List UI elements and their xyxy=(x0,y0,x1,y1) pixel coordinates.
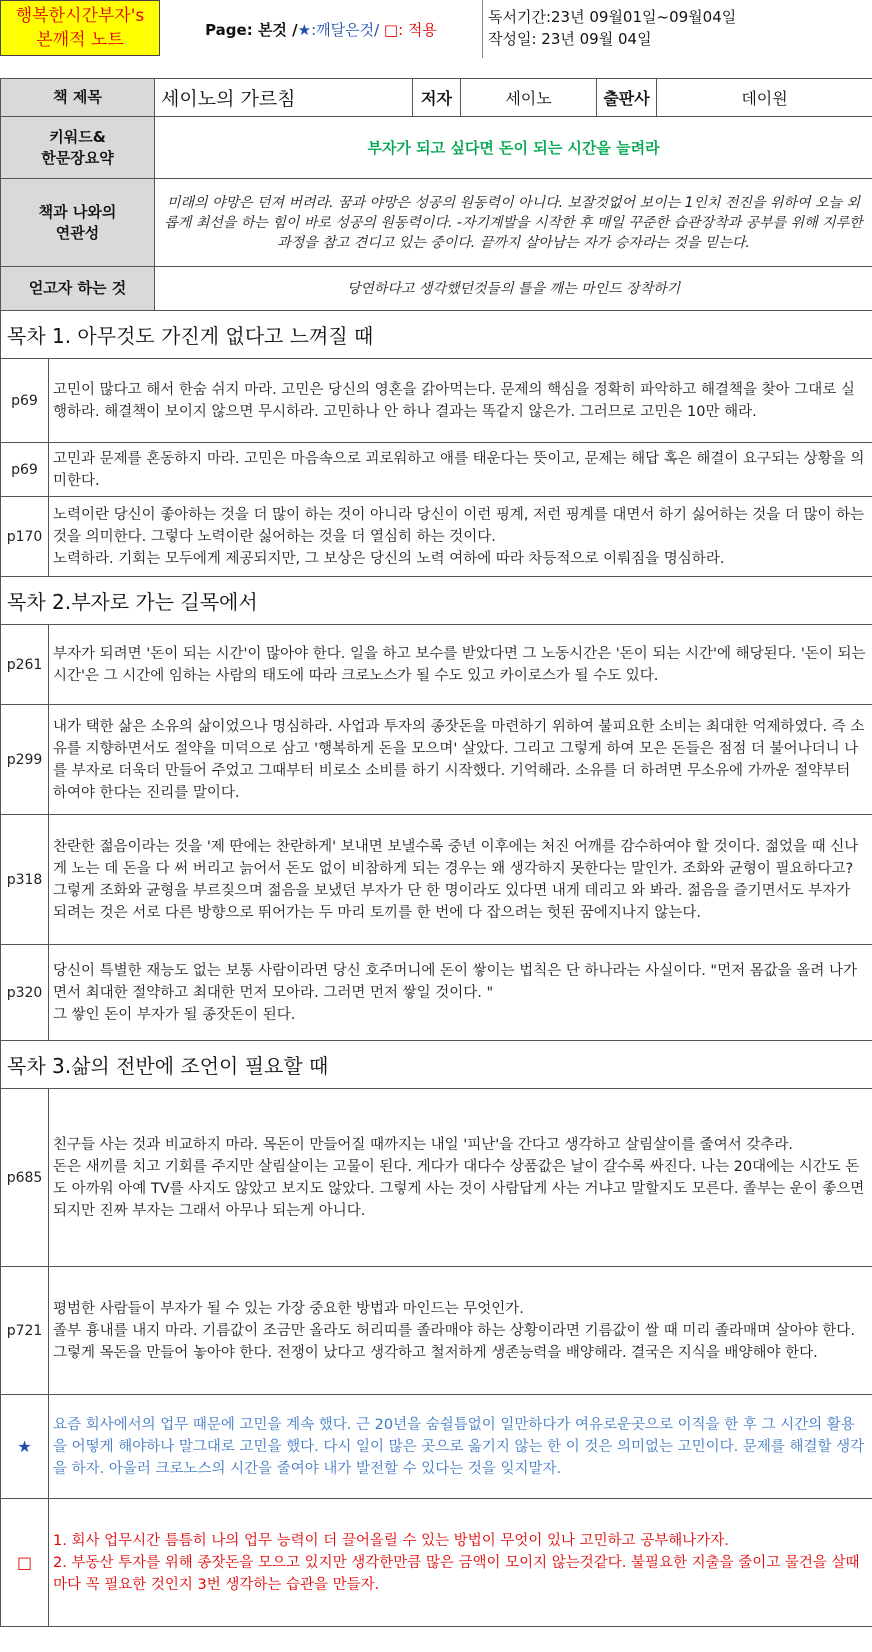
note-page-ref: p685 xyxy=(1,1089,49,1267)
note-text: 고민과 문제를 혼동하지 마라. 고민은 마음속으로 괴로워하고 애를 태운다는 뜻이고, 문제는 해답 혹은 해결이 요구되는 상황을 의미한다. xyxy=(49,443,872,497)
relation-row xyxy=(1,179,872,267)
note-row xyxy=(1,625,872,705)
note-page-ref: p69 xyxy=(1,443,49,497)
note-text: 친구들 사는 것과 비교하지 마라. 목돈이 만들어질 때까지는 내일 '피난'을 간다고 생각하고 살림살이를 줄여서 갖추라. 돈은 새끼를 치고 기회를 주지만 살림살이는 고물이 된다. 게다가 대다수 상품값은 날이 갈수록 싸진다. 나는 20대에는 시간도 돈도 아까워 아예 TV를 사지도 않았고 보지도 않았다. 그렇게 사는 것이 사람답게 사는 거냐고 말할지도 모른다. 졸부는 운이 좋으면 되지만 진짜 부자는 그래서 아무나 되는게 아니다. xyxy=(49,1089,872,1267)
relation-text: 미래의 야망은 던져 버려라. 꿈과 야망은 성공의 원동력이 아니다. 보잘것없어 보이는 1인치 전진을 위하여 오늘 외롭게 최선을 하는 힘이 바로 성공의 원동력이다. -자기계발을 시작한 후 매일 꾸준한 습관장착과 공부를 위해 지루한 과정을 참고 견디고 있는 중이다. 끝까지 살아남는 자가 승자라는 것을 믿는다. xyxy=(155,179,872,267)
written-date: 작성일: 23년 09월 04일 xyxy=(488,30,652,48)
star-icon: ★ xyxy=(1,1395,49,1499)
note-row xyxy=(1,815,872,945)
note-text: 당신이 특별한 재능도 없는 보통 사람이라면 당신 호주머니에 돈이 쌓이는 법칙은 단 하나라는 사실이다. "먼저 몸값을 올려 나가면서 최대한 절약하고 최대한 먼저 모아라. 그러면 먼저 쌓일 것이다. " 그 쌓인 돈이 부자가 될 종잣돈이 된다. xyxy=(49,945,872,1041)
section-title: 목차 1. 아무것도 가진게 없다고 느껴질 때 xyxy=(1,311,872,359)
note-text: 평범한 사람들이 부자가 될 수 있는 가장 중요한 방법과 마인드는 무엇인가. 졸부 흉내를 내지 마라. 기름값이 조금만 올라도 허리띠를 졸라매야 하는 상황이라면 기름값이 쌀 때 미리 졸라매며 살아야 한다. 그렇게 목돈을 만들어 놓아야 한다. 전쟁이 났다고 생각하고 철저하게 생존능력을 배양해라. 결국은 지식을 배양해야 한다. xyxy=(49,1267,872,1395)
book-title: 세이노의 가르침 xyxy=(155,79,413,117)
section-row xyxy=(1,311,872,359)
keyword-row xyxy=(1,117,872,179)
relation-label-line-1: 책과 나와의 xyxy=(38,202,117,221)
checkbox-icon: □ xyxy=(1,1499,49,1627)
header-divider xyxy=(482,0,483,58)
section-row xyxy=(1,1041,872,1089)
note-row xyxy=(1,359,872,443)
note-page-ref: p69 xyxy=(1,359,49,443)
note-text: 내가 택한 삶은 소유의 삶이었으나 명심하라. 사업과 투자의 종잣돈을 마련하기 위하여 불피요한 소비는 최대한 억제하였다. 즉 소유를 지향하면서도 절약을 미덕으로 삼고 '행복하게 돈을 모으며' 살았다. 그리고 그렇게 하여 모은 돈들은 점점 더 불어나더니 나를 부자로 더욱더 만들어 주었고 그때부터 비로소 소비를 하기 시작했다. 기억해라. 소유를 더 하려면 무소유에 가까운 절약부터 하여야 한다는 진리를 말이다. xyxy=(49,705,872,815)
note-text: 부자가 되려면 '돈이 되는 시간'이 많아야 한다. 일을 하고 보수를 받았다면 그 노동시간은 '돈이 되는 시간'에 해당된다. '돈이 되는 시간'은 그 시간에 임하는 사람의 태도에 따라 크로노스가 될 수도 있고 카이로스가 될 수도 있다. xyxy=(49,625,872,705)
note-row xyxy=(1,1267,872,1395)
note-page-ref: p721 xyxy=(1,1267,49,1395)
goal-row xyxy=(1,267,872,311)
brand-line-2: 본깨적 노트 xyxy=(36,30,124,50)
realization-row xyxy=(1,1395,872,1499)
keyword-summary: 부자가 되고 싶다면 돈이 되는 시간을 늘려라 xyxy=(155,117,872,179)
legend xyxy=(160,0,482,58)
brand-label xyxy=(0,0,160,56)
title-label: 책 제목 xyxy=(1,79,155,117)
note-page-ref: p299 xyxy=(1,705,49,815)
book-author: 세이노 xyxy=(461,79,597,117)
note-page-ref: p261 xyxy=(1,625,49,705)
note-page-ref: p318 xyxy=(1,815,49,945)
relation-label-line-2: 연관성 xyxy=(55,223,100,242)
legend-page: Page: 본것 / xyxy=(205,20,298,39)
note-page-ref: p320 xyxy=(1,945,49,1041)
note-header xyxy=(0,0,872,58)
section-row xyxy=(1,577,872,625)
relation-label xyxy=(1,179,155,267)
note-row xyxy=(1,443,872,497)
application-text: 1. 회사 업무시간 틈틈히 나의 업무 능력이 더 끌어올릴 수 있는 방법이 무엇이 있나 고민하고 공부해나가자. 2. 부동산 투자를 위해 종잣돈을 모으고 있지만 생각한만큼 많은 금액이 모이지 않는것같다. 불필요한 지출을 줄이고 물건을 살때마다 꼭 필요한 것인지 3번 생각하는 습관을 만들자. xyxy=(49,1499,872,1627)
realization-text: 요즘 회사에서의 업무 때문에 고민을 계속 했다. 근 20년을 숨쉴틈없이 일만하다가 여유로운곳으로 이직을 한 후 그 시간의 활용을 어떻게 해야하나 말그대로 고민을 했다. 다시 일이 많은 곳으로 옮기지 않는 한 이 것은 의미없는 고민이다. 문제를 해결할 생각을 하자. 아울러 크로노스의 시간을 줄여야 내가 발전할 수 있다는 것을 잊지말자. xyxy=(49,1395,872,1499)
note-row xyxy=(1,1089,872,1267)
note-row xyxy=(1,705,872,815)
note-row xyxy=(1,945,872,1041)
note-text: 노력이란 당신이 좋아하는 것을 더 많이 하는 것이 아니라 당신이 이런 핑계, 저런 핑계를 대면서 하기 싫어하는 것을 더 많이 하는 것을 의미한다. 그렇다 노력이란 싫어하는 것을 더 열심히 하는 것이다. 노력하라. 기회는 모두에게 제공되지만, 그 보상은 당신의 노력 여하에 따라 차등적으로 이뤄짐을 명심하라. xyxy=(49,497,872,577)
brand-line-1: 행복한시간부자's xyxy=(15,6,145,26)
goal-text: 당연하다고 생각했던것들의 틀을 깨는 마인드 장착하기 xyxy=(155,267,872,311)
note-row xyxy=(1,497,872,577)
note-text: 고민이 많다고 해서 한숨 쉬지 마라. 고민은 당신의 영혼을 갉아먹는다. 문제의 핵심을 정확히 파악하고 해결책을 찾아 그대로 실행하라. 해결책이 보이지 않으면 무시하라. 고민하나 안 하나 결과는 똑같지 않은가. 그러므로 고민은 10만 해라. xyxy=(49,359,872,443)
reading-meta xyxy=(488,6,736,50)
section-title: 목차 3.삶의 전반에 조언이 필요할 때 xyxy=(1,1041,872,1089)
goal-label: 얻고자 하는 것 xyxy=(1,267,155,311)
keyword-label-line-1: 키워드& xyxy=(49,127,106,146)
section-title: 목차 2.부자로 가는 길목에서 xyxy=(1,577,872,625)
author-label: 저자 xyxy=(413,79,461,117)
application-row xyxy=(1,1499,872,1627)
reading-period: 독서기간:23년 09월01일~09월04일 xyxy=(488,8,737,26)
note-table xyxy=(0,78,872,1627)
publisher-label: 출판사 xyxy=(597,79,657,117)
keyword-label xyxy=(1,117,155,179)
book-publisher: 데이원 xyxy=(657,79,872,117)
legend-star: ★:깨달은것/ xyxy=(297,20,380,39)
note-text: 찬란한 젊음이라는 것을 '제 딴에는 찬란하게' 보내면 보낼수록 중년 이후에는 처진 어깨를 감수하여야 할 것이다. 젊었을 때 신나게 노는 데 돈을 다 써 버리고 늙어서 돈도 없이 비참하게 되는 경우는 왜 생각하지 못한다는 말인가. 조화와 균형이 필요하다고? 그렇게 조화와 균형을 부르짖으며 젊음을 보냈던 부자가 단 한 명이라도 있다면 내게 데리고 와 봐라. 젊음을 즐기면서도 부자가 되려는 것은 서로 다른 방향으로 뛰어가는 두 마리 토끼를 한 번에 다 잡으려는 헛된 꿈에지나지 않는다. xyxy=(49,815,872,945)
keyword-label-line-2: 한문장요약 xyxy=(41,148,114,167)
book-row xyxy=(1,79,872,117)
legend-box: □: 적용 xyxy=(379,20,437,39)
note-page-ref: p170 xyxy=(1,497,49,577)
